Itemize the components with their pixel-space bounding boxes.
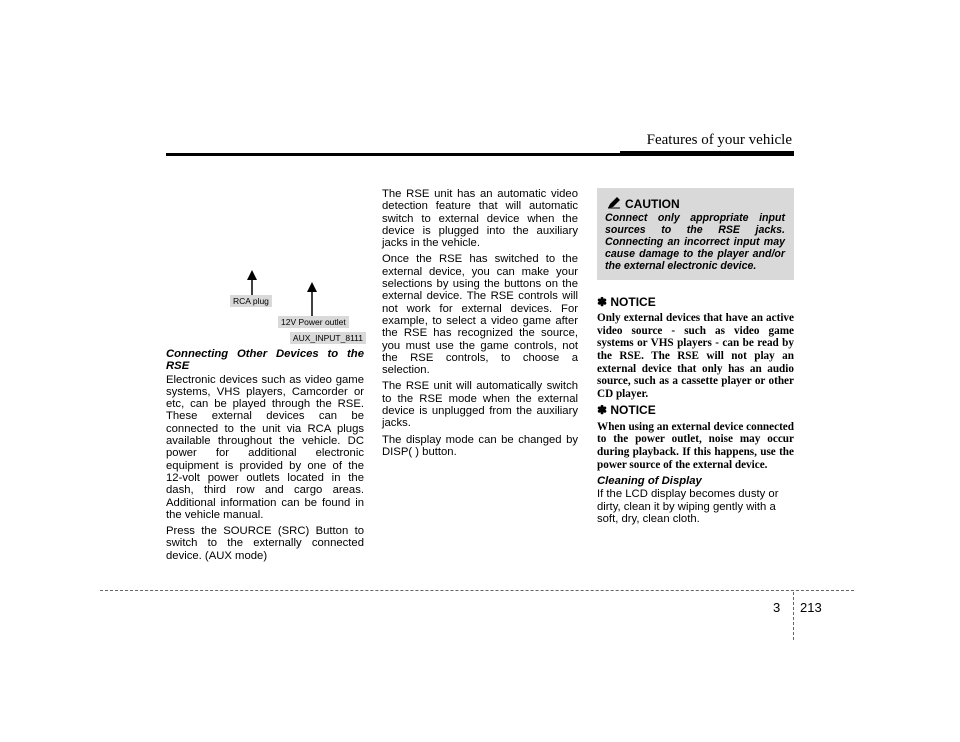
connecting-heading: Connecting Other Devices to the RSE — [166, 348, 364, 373]
section-title: Features of your vehicle — [646, 132, 792, 148]
chapter-number: 3 — [773, 600, 781, 615]
notice-2-title: ✽ NOTICE — [597, 403, 656, 418]
column-right — [597, 296, 794, 529]
power-outlet-label: 12V Power outlet — [278, 316, 349, 328]
aux-input-figure — [166, 250, 366, 346]
notice-2-body: When using an external device connected to the power outlet, noise may occur during playback. If this happens, use the power source of the external device. — [597, 420, 794, 471]
col2-paragraph-2: Once the RSE has switched to the external device, you can make your selections by using the buttons on the external device. The RSE controls will not work for external devices. For example, to select a video game after the RSE has recognized the source, you must use the game controls, not the RSE controls, to choose a selection. — [382, 253, 578, 377]
figure-caption: AUX_INPUT_8111 — [290, 332, 366, 344]
col2-paragraph-1: The RSE unit has an automatic video detection feature that will automatic switch to external device when the device is plugged into the auxiliary jacks in the vehicle. — [382, 188, 578, 250]
column-left — [166, 348, 364, 566]
caution-box — [597, 188, 794, 280]
col2-paragraph-4: The display mode can be changed by DISP( ) button. — [382, 433, 578, 458]
power-arrow-icon — [306, 282, 318, 318]
caution-title: CAUTION — [625, 197, 680, 211]
footer-divider — [793, 592, 794, 640]
col1-paragraph-1: Electronic devices such as video game systems, VHS players, Camcorder or etc, can be played through the RSE. These external devices can be connected to the unit via RCA plugs available throughout the vehicle. DC power for additional electronic equipment is provided by one of the 12-volt power outlets located in the dash, third row and cargo areas. Additional information can be found in the vehicle manual. — [166, 373, 364, 521]
header-rule-accent — [620, 151, 794, 156]
rca-plug-label: RCA plug — [230, 295, 272, 307]
notice-1-title: ✽ NOTICE — [597, 295, 656, 309]
footer-rule — [100, 590, 854, 591]
caution-body: Connect only appropriate input sources to the RSE jacks. Connecting an incorrect input may cause damage to the player and/or the external electronic device. — [605, 212, 785, 272]
page-number: 213 — [800, 600, 822, 615]
notice-1-body: Only external devices that have an active video source - such as video game systems or VHS players - can be read by the RSE. The RSE will not play an external device that only has an audio source, such as a cassette player or other CD player. — [597, 312, 794, 400]
col1-paragraph-2: Press the SOURCE (SRC) Button to switch to the externally connected device. (AUX mode) — [166, 525, 364, 562]
pencil-caution-icon — [607, 197, 621, 209]
col2-paragraph-3: The RSE unit will automatically switch to the RSE mode when the external device is unplugged from the auxiliary jacks. — [382, 380, 578, 430]
cleaning-heading: Cleaning of Display — [597, 475, 702, 488]
cleaning-body: If the LCD display becomes dusty or dirty, clean it by wiping gently with a soft, dry, clean cloth. — [597, 488, 779, 526]
column-middle — [382, 188, 578, 462]
